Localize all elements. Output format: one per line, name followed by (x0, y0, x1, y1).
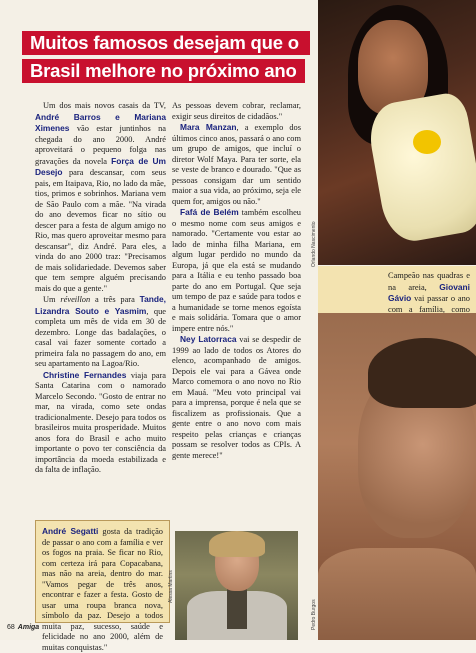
paragraph: As pessoas devem cobrar, reclamar, exigir seus direitos de cidadãos." (172, 101, 301, 121)
photo-credit: Pedro Burgos (311, 599, 317, 630)
paragraph: Ney Latorraca vai se despedir de 1999 ao lado de todos os Atores do elenco, acompanhado de amigos. Depois ele vai para a Gávea onde Marco comemora o ano novo no Rio em Mauá. "Meu voto principal vai para a imprensa, porque é nela que se fiscalizem as profissionais. Que a gente entre o ano novo com mais respeito pelas crianças e crianças possam se resolver todos as CPIs. A gente merece!" (172, 334, 301, 460)
caption-box-left: André Segatti gosta da tradição de passar o ano com a família e ver os fogos na praia. Se ficar no Rio, com certeza irá para Copacabana, mas não na areia, dentro do mar. "Vamos pegar de três anos, encontrar e fazer a festa. Gosto de usar uma roupa branca nova, símbolo da paz. Desejo a todos muita paz, sucesso, saúde e felicidade no ano 2000, além de muitas conquistas." (35, 520, 170, 623)
caption-text: Campeão nas quadras e na areia, Giovani Gávio vai passar o ano com a família, como (388, 271, 470, 314)
headline-line-1: Muitos famosos desejam que o (22, 31, 310, 55)
paragraph: Fafá de Belém também escolheu o mesmo nome com seus amigos e namorado. "Certamente vou estar ao lado de minha filha Mariana, em algum lugar perdido no mundo da Europa, já que ela está se mudando para a Itália e eu tenho passado boa parte do ano em Portugal. Que seja um tempo de paz e saúde para todos e a humanidade se torne menos egoísta e mais solidária. Tomara que o amor impere entre nós." (172, 207, 301, 333)
page-folio (7, 624, 39, 631)
photo-blond-man (175, 531, 298, 640)
paragraph: Mara Manzan, a exemplo dos últimos cinco anos, passará o ano com um grupo de amigos, que incluí o diretor Wolf Maya. Para ter sorte, ela se veste de branco e dourado. "Que as pessoas consigam dar um sentido maior a sua vida, ao próximo, seja ele quem for, amigos ou não." (172, 122, 301, 206)
caption-box-right (318, 266, 476, 313)
photo-woman-with-pillow (318, 0, 476, 265)
text-column-middle (172, 101, 301, 461)
text-column-left (35, 101, 166, 476)
headline-line-2: Brasil melhore no próximo ano (22, 59, 305, 83)
headline (22, 31, 310, 87)
magazine-name: Amiga (17, 624, 40, 631)
page-number: 68 (7, 624, 15, 631)
photo-credit: Orlando Nascimento (311, 221, 317, 267)
paragraph: Christine Fernandes viaja para Santa Catarina com o namorado Marcelo Secondo. "Gosto de entrar no mar, na virada, como sete ondas tradicionalmente. Desejo para todos os brasileiros muita prosperidade. Muitos anos fora do Brasil e acho muito importante o povo ter consciência da importância da moeda estabilizada e da falta de inflação. (35, 369, 166, 474)
photo-credit: Alessa Martins (168, 570, 174, 603)
paragraph: Um dos mais novos casais da TV, André Barros e Mariana Ximenes vão estar juntinhos na chegada do ano 2000. André aproveitará o pequeno folga nas gravações da novela Força de Um Desejo para descansar, com seus pais, em Itaipava, Rio, no lado da mãe, tios, primos e sobrinhos. Mariana vem de São Paulo com a mãe. "Na virada do ano devemos ficar no sítio ou descer para a festa de algum amigo no Rio, mas quero aproveitar mesmo para descansar", diz André. Para eles, a vinda do ano 2000 traz: "Precisamos de mais solidariedade. Devemos saber que tem sempre alguém precisando mais do que a gente." (35, 101, 166, 293)
paragraph: Um réveillon a três para Tande, Lizandra Souto e Yasmim, que completa um mês de vida em 30 de dezembro. Longe das badalações, o casal vai fazer somente cortado a primeira fala no passagem do ano, em seu apartamento na Lagoa/Rio. (35, 294, 166, 368)
photo-man-portrait (318, 313, 476, 640)
